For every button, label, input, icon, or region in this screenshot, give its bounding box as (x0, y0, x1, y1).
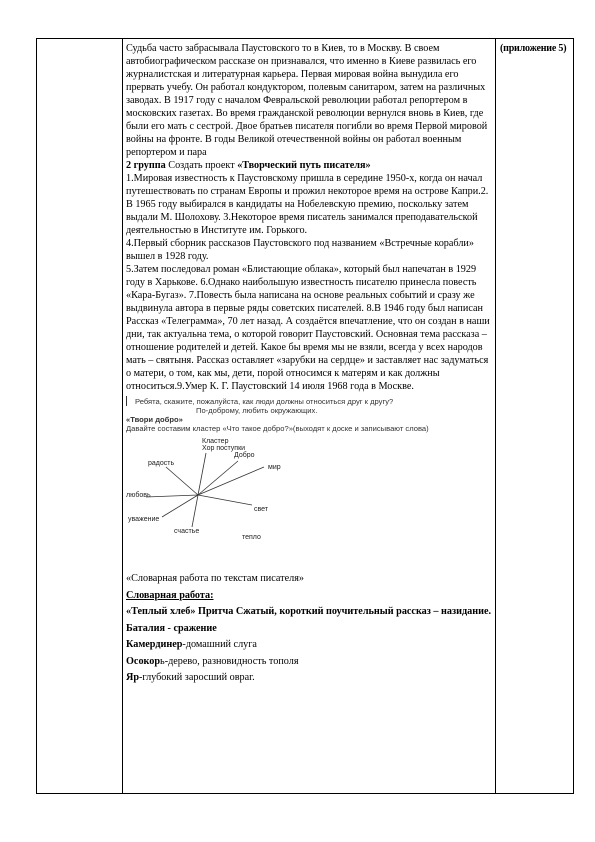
vocab-term: Камердинер (126, 639, 183, 650)
scan-question: Ребята, скажите, пожалуйста, как люди должны относиться друг к другу? (126, 396, 492, 406)
scan-task: Давайте составим кластер «Что такое добро?»(выходят к доске и записывают слова) (126, 424, 429, 433)
vocab-term: Осокор (126, 655, 161, 667)
project-paragraph-1: 1.Мировая известность к Паустовскому пришла в середине 1950-х, когда он начал путешествовать по странам Европы и прожил некоторое время на острове Капри.2. В 1965 году выбирался в кандидаты на Нобелевскую премию, поскольку затем выдали М. Шолохову. 3.Некоторое время писатель занимался преподавательской деятельностью в Институте им. Горького. (126, 173, 489, 236)
scan-heading: «Твори добро» (126, 415, 183, 424)
vocab-entry (126, 654, 492, 671)
column-divider-left (122, 39, 123, 793)
group-task (126, 159, 492, 172)
vocab-entry: «Теплый хлеб» Притча Сжатый, короткий поучительный рассказ – назидание. Баталия - сражение (126, 606, 492, 634)
vocab-definition: -глубокий заросший овраг. (139, 672, 255, 683)
cluster-line (198, 495, 252, 505)
project-paragraph-2: 4.Первый сборник рассказов Паустовского под названием «Встречные корабли» вышел в 1928 году. (126, 238, 474, 262)
project-paragraph-3: 5.Затем последовал роман «Блистающие облака», который был напечатан в 1929 году в Харькове. 6.Однако наибольшую известность писателю принесла повесть «Кара-Бугаз». 7.Повесть была написана на основе реальных событий и сразу же выдвинула автора в первые ряды советских писателей. 8.В 1946 году был написан Рассказ «Телеграмма», 70 лет назад. А создаётся впечатление, что он создан в наши дни, так актуальна тема, о которой говорит Паустовский. Основная тема рассказа – отношение родителей и детей. Какое бы время мы не взяли, всегда у всех народов мать – святыня. Рассказ оставляет «зарубки на сердце» и заставляет нас задуматься о матери, о том, как мы, дети, порой относимся к матерям и как должны относиться.9.Умер К. Г. Паустовский 14 июля 1968 года в Москве. (126, 264, 490, 392)
biography-paragraph: Судьба часто забрасывала Паустовского то в Киев, то в Москву. В своем автобиографическом рассказе он признавался, что именно в Киеве развилась его журналистская и литературная карьера. Первая мировая война вынудила его прервать учебу. Он работал кондуктором, полевым санитаром, затем на различных заводах. В 1917 году с началом Февральской революции работал репортером в московских газетах. Во время гражданской революции вернулся вновь в Киев, где были его мать с сестрой. Двое братьев писателя погибли во время Первой мировой войны на фронте. В годы Великой отечественной войны он работал военным репортером и пара (126, 43, 488, 158)
vocab-intro: «Словарная работа по текстам писателя» (126, 573, 304, 584)
cluster-line (198, 467, 264, 495)
lesson-content (126, 42, 492, 687)
cluster-line (162, 495, 198, 517)
group-label: 2 группа (126, 160, 166, 171)
cluster-title: Кластер (202, 438, 229, 445)
scan-answer: По-доброму, любить окружающих. (196, 406, 318, 415)
appendix-label: (приложение 5) (500, 43, 567, 54)
cluster-word: свет (254, 506, 269, 513)
scan-margin-mark (126, 396, 133, 406)
column-divider-right (495, 39, 496, 793)
cluster-word: мир (268, 464, 281, 471)
vocabulary-section (126, 571, 492, 687)
cluster-word: Добро (234, 452, 255, 459)
scanned-insert (126, 396, 492, 433)
cluster-line (166, 467, 198, 495)
cluster-word: любовь (126, 492, 151, 499)
cluster-word: Хор поступки (202, 445, 246, 452)
cluster-word: счастье (174, 528, 200, 535)
vocab-entry (126, 637, 492, 654)
project-title: «Творческий путь писателя» (237, 160, 371, 171)
cluster-line (146, 495, 198, 497)
cluster-line (198, 461, 238, 495)
cluster-word: тепло (242, 534, 261, 541)
vocab-term: Яр (126, 672, 140, 683)
vocab-definition: ь-дерево, разновидность тополя (160, 655, 299, 667)
vocab-entry (126, 670, 492, 687)
group-task-text: Создать проект (165, 160, 238, 171)
cluster-line (192, 495, 198, 527)
cluster-word: уважение (128, 516, 160, 523)
cluster-diagram (126, 438, 326, 541)
vocab-definition: -домашний слуга (182, 639, 257, 650)
cluster-lines (126, 441, 326, 541)
lesson-table (36, 38, 574, 794)
vocab-heading: Словарная работа: (126, 589, 214, 601)
cluster-word: радость (148, 460, 175, 467)
